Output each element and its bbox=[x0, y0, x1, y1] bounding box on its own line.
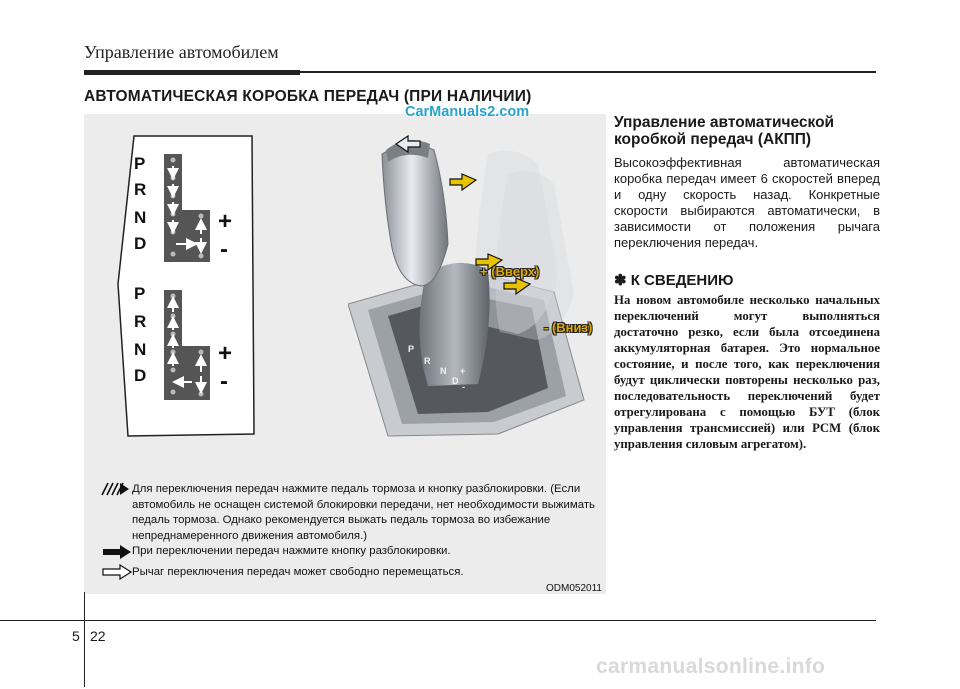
legend-text-free: Рычаг переключения передач может свободно перемещаться. bbox=[132, 566, 464, 578]
indicator-p: P bbox=[408, 344, 415, 354]
body-paragraph: Высокоэффективная автоматическая коробка передач имеет 6 скоростей вперед и одну скорость назад. Конкретные скорости выбираются автоматически, в зависимости от положения рычага переключения передач. bbox=[614, 155, 880, 250]
gear-label-n: N bbox=[134, 208, 147, 227]
indicator-n: N bbox=[440, 366, 447, 376]
gear-label-r: R bbox=[134, 312, 147, 331]
notice-heading: ✽ К СВЕДЕНИЮ bbox=[614, 272, 734, 289]
gear-label-r: R bbox=[134, 180, 147, 199]
header-rule-accent bbox=[84, 70, 300, 75]
gear-shifter-illustration bbox=[348, 124, 588, 454]
hatched-arrow-icon bbox=[100, 480, 130, 498]
section-title: АВТОМАТИЧЕСКАЯ КОРОБКА ПЕРЕДАЧ (ПРИ НАЛИЧИИ) bbox=[84, 88, 532, 105]
indicator-d: D bbox=[452, 376, 459, 386]
gear-label-d: D bbox=[134, 234, 147, 253]
indicator-minus: - bbox=[462, 382, 465, 392]
subsection-title: Управление автоматической коробкой передач (АКПП) bbox=[614, 114, 835, 148]
gear-label-n: N bbox=[134, 340, 147, 359]
legend-text-brake: Для переключения передач нажмите педаль тормоза и кнопку разблокировки. (Если автомобиль не оснащен системой блокировки передачи, нет необходимости выжимать педаль тормоза. Однако рекомендуется выжать педаль тормоза во избежание непреднамеренного движения автомобиля.) bbox=[132, 483, 595, 542]
figure-code: ODM052011 bbox=[546, 583, 602, 594]
indicator-plus: + bbox=[460, 366, 466, 376]
watermark-link[interactable]: CarManuals2.com bbox=[405, 104, 530, 120]
callout-shift-up: + (Вверх) bbox=[480, 264, 540, 279]
gear-label-minus: - bbox=[220, 236, 228, 263]
gear-label-minus: - bbox=[220, 368, 228, 395]
solid-arrow-icon bbox=[102, 544, 132, 560]
chapter-title: Управление автомобилем bbox=[84, 42, 279, 62]
notice-paragraph: На новом автомобиле несколько начальных переключений могут выполняться достаточно резко, если была отсоединена аккумуляторная батарея. Это нормальное состояние, и после того, как переключения будут циклически повторены несколько раз, последовательность переключений будет отрегулирована с помощью БУТ (блок управления трансмиссией) или PCM (блок управления силовым агрегатом). bbox=[614, 293, 880, 451]
footer-rule bbox=[0, 620, 876, 621]
outline-arrow-icon bbox=[102, 564, 132, 580]
footer-divider bbox=[84, 592, 85, 687]
gear-label-plus: + bbox=[218, 208, 233, 235]
gear-label-p: P bbox=[134, 154, 146, 173]
gear-label-plus: + bbox=[218, 340, 233, 367]
callout-shift-down: - (Вниз) bbox=[544, 320, 593, 335]
gear-label-d: D bbox=[134, 366, 147, 385]
indicator-r: R bbox=[424, 356, 431, 366]
legend-text-button: При переключении передач нажмите кнопку разблокировки. bbox=[132, 545, 451, 557]
figure-panel bbox=[84, 114, 606, 594]
watermark-site: carmanualsonline.info bbox=[596, 655, 826, 678]
gear-label-p: P bbox=[134, 284, 146, 303]
chapter-number: 5 bbox=[72, 628, 80, 644]
page-number: 22 bbox=[90, 628, 106, 644]
